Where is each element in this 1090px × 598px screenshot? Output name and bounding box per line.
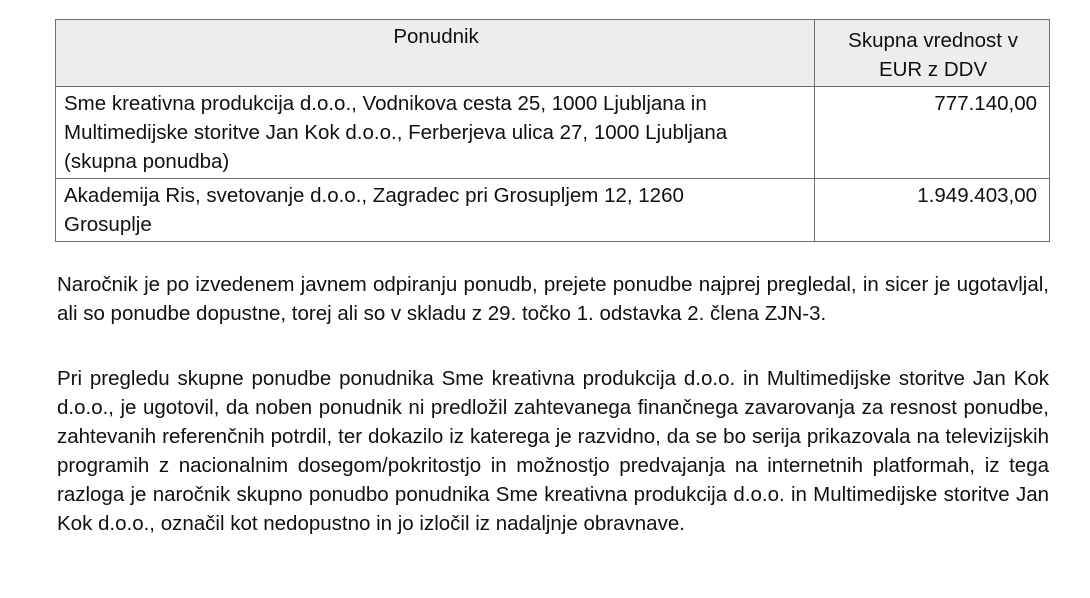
- bidder-line: Sme kreativna produkcija d.o.o., Vodnikova cesta 25, 1000 Ljubljana in: [64, 92, 707, 115]
- header-value-line-1: Skupna vrednost v: [848, 29, 1018, 52]
- paragraph-joint-bid-review: Pri pregledu skupne ponudbe ponudnika Sme kreativna produkcija d.o.o. in Multimedijske storitve Jan Kok d.o.o., je ugotovil, da noben ponudnik ni predložil zahtevanega finančnega zavarovanja za resnost ponudbe, zahtevanih referenčnih potrdil, ter dokazilo iz katerega je razvidno, da se bo serija prikazovala na televizijskih programih z nacionalnim dosegom/pokritostjo in možnostjo predvajanja na internetnih platformah, iz tega razloga je naročnik skupno ponudbo ponudnika Sme kreativna produkcija d.o.o. in Multimedijske storitve Jan Kok d.o.o., označil kot nedopustno in jo izločil iz nadaljnje obravnave.: [57, 367, 1049, 535]
- header-bidder-label: Ponudnik: [393, 25, 479, 48]
- table-row: [56, 179, 1050, 242]
- bidder-line: Grosuplje: [64, 213, 152, 236]
- bidder-line: Multimedijske storitve Jan Kok d.o.o., Ferberjeva ulica 27, 1000 Ljubljana: [64, 121, 728, 144]
- bidder-cell: [56, 179, 815, 242]
- table-row: [56, 87, 1050, 179]
- paragraph-opening-review: Naročnik je po izvedenem javnem odpiranju ponudb, prejete ponudbe najprej pregledal, in sicer je ugotavljal, ali so ponudbe dopustne, torej ali so v skladu z 29. točko 1. odstavka 2. člena ZJN-3.: [57, 273, 1049, 325]
- header-total-value: [815, 20, 1050, 87]
- table-header-row: [56, 20, 1050, 87]
- value-cell: [815, 87, 1050, 179]
- header-value-line-2: EUR z DDV: [878, 58, 988, 81]
- bids-table-body: [56, 87, 1050, 242]
- bids-table-header: [56, 20, 1050, 87]
- bidder-cell: [56, 87, 815, 179]
- value-cell: [815, 179, 1050, 242]
- bid-value: 1.949.403,00: [917, 184, 1037, 207]
- bid-value: 777.140,00: [934, 92, 1037, 115]
- bidder-line: Akademija Ris, svetovanje d.o.o., Zagradec pri Grosupljem 12, 1260: [64, 184, 684, 207]
- bidder-line: (skupna ponudba): [64, 150, 230, 173]
- header-bidder: [56, 20, 815, 87]
- bids-table: [55, 19, 1050, 242]
